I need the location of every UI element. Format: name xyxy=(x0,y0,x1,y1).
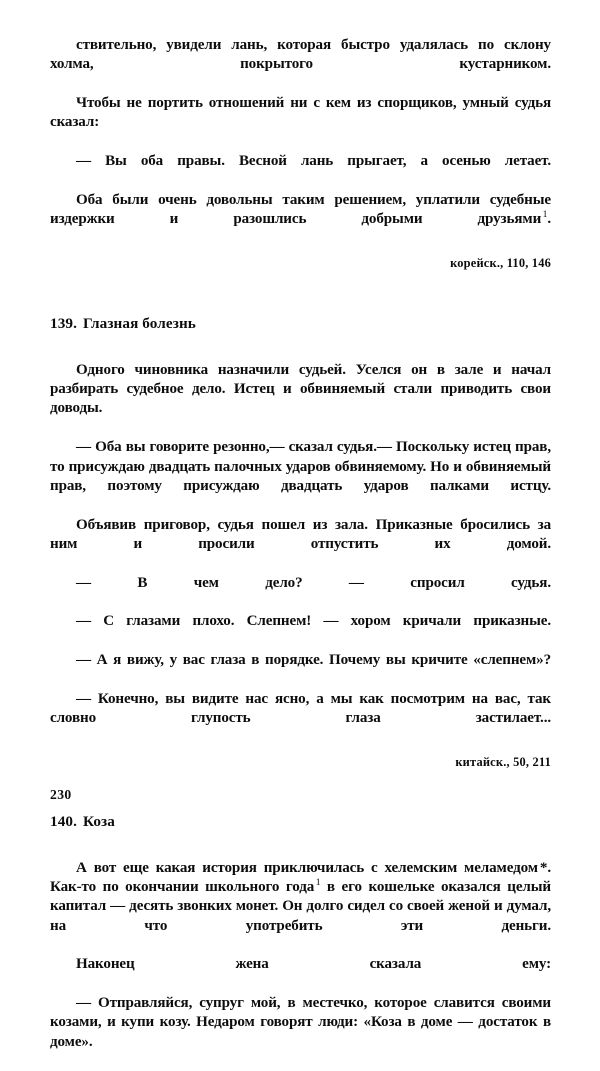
paragraph: Наконец жена сказала ему: xyxy=(76,956,551,973)
vertical-spacer xyxy=(50,273,551,314)
paragraph: ствительно, увидели лань, которая быстро удалялась по склону холма, покрытого кустарником. xyxy=(50,37,551,73)
vertical-spacer xyxy=(50,772,551,812)
dialogue-line: — Оба вы говорите резонно,— сказал судья.— Поскольку истец прав, то присуждаю двадцать палочных ударов обвиняемому. Но и обвиняемый прав, поэтому присуждаю двадцать ударов палками истцу. xyxy=(50,439,551,494)
story-number: 139. xyxy=(50,314,77,332)
paragraph-text: Оба были очень довольны таким решением, уплатили судебные издержки и разошлись добрыми друзьями xyxy=(50,191,551,228)
vertical-spacer xyxy=(50,832,551,859)
story-number: 140. xyxy=(50,812,77,830)
story-title: Коза xyxy=(82,812,115,830)
footnote-marker: 1 xyxy=(315,876,321,888)
dialogue-line: — А я вижу, у вас глаза в порядке. Почему вы кричите «слепнем»? xyxy=(76,651,551,668)
paragraph-with-footnotes xyxy=(50,859,551,956)
dialogue-line: — Конечно, вы видите нас ясно, а мы как посмотрим на вас, так словно глупость глаза застилает... xyxy=(50,690,551,726)
dialogue-line: — В чем дело? — спросил судья. xyxy=(76,574,551,591)
dialogue-line: — С глазами плохо. Слепнем! — хором кричали приказные. xyxy=(76,613,551,630)
paragraph-with-footnote xyxy=(50,191,551,249)
story-title: Глазная болезнь xyxy=(82,314,196,332)
story-heading-139 xyxy=(50,314,551,334)
footnote-star-marker: * xyxy=(539,859,548,876)
vertical-spacer xyxy=(50,334,551,361)
source-attribution: китайск., 50, 211 xyxy=(455,754,551,769)
paragraph-tail: . xyxy=(547,211,551,228)
dialogue-line: — Вы оба правы. Весной лань прыгает, а осенью летает. xyxy=(76,153,551,170)
paragraph: Объявив приговор, судья пошел из зала. Приказные бросились за ним и просили отпустить их домой. xyxy=(50,516,551,552)
paragraph: Чтобы не портить отношений ни с кем из спорщиков, умный судья сказал: xyxy=(50,95,551,131)
story-heading-140 xyxy=(50,812,551,832)
paragraph: Одного чиновника назначили судьей. Уселся он в зале и начал разбирать судебное дело. Истец и обвиняемый стали приводить свои доводы. xyxy=(50,361,551,417)
paragraph-text-part-2: . Как-то по окончании школьного года xyxy=(50,859,551,895)
dialogue-line: — Отправляйся, супруг мой, в местечко, которое славится своими козами, и купи козу. Недаром говорят люди: «Коза в доме — достаток в доме». xyxy=(50,995,551,1050)
page-number: 230 xyxy=(50,787,72,802)
footnote-marker: 1 xyxy=(542,209,548,221)
text-column xyxy=(50,36,551,1071)
paragraph-text-part-1: А вот еще какая история приключилась с хелемским меламедом xyxy=(76,859,538,876)
paragraph-text-part-3: в его кошельке оказался целый капитал — десять звонких монет. Он долго сидел со своей женой и думал, на что употребить эти деньги. xyxy=(50,879,551,934)
source-attribution: корейск., 110, 146 xyxy=(450,255,551,270)
